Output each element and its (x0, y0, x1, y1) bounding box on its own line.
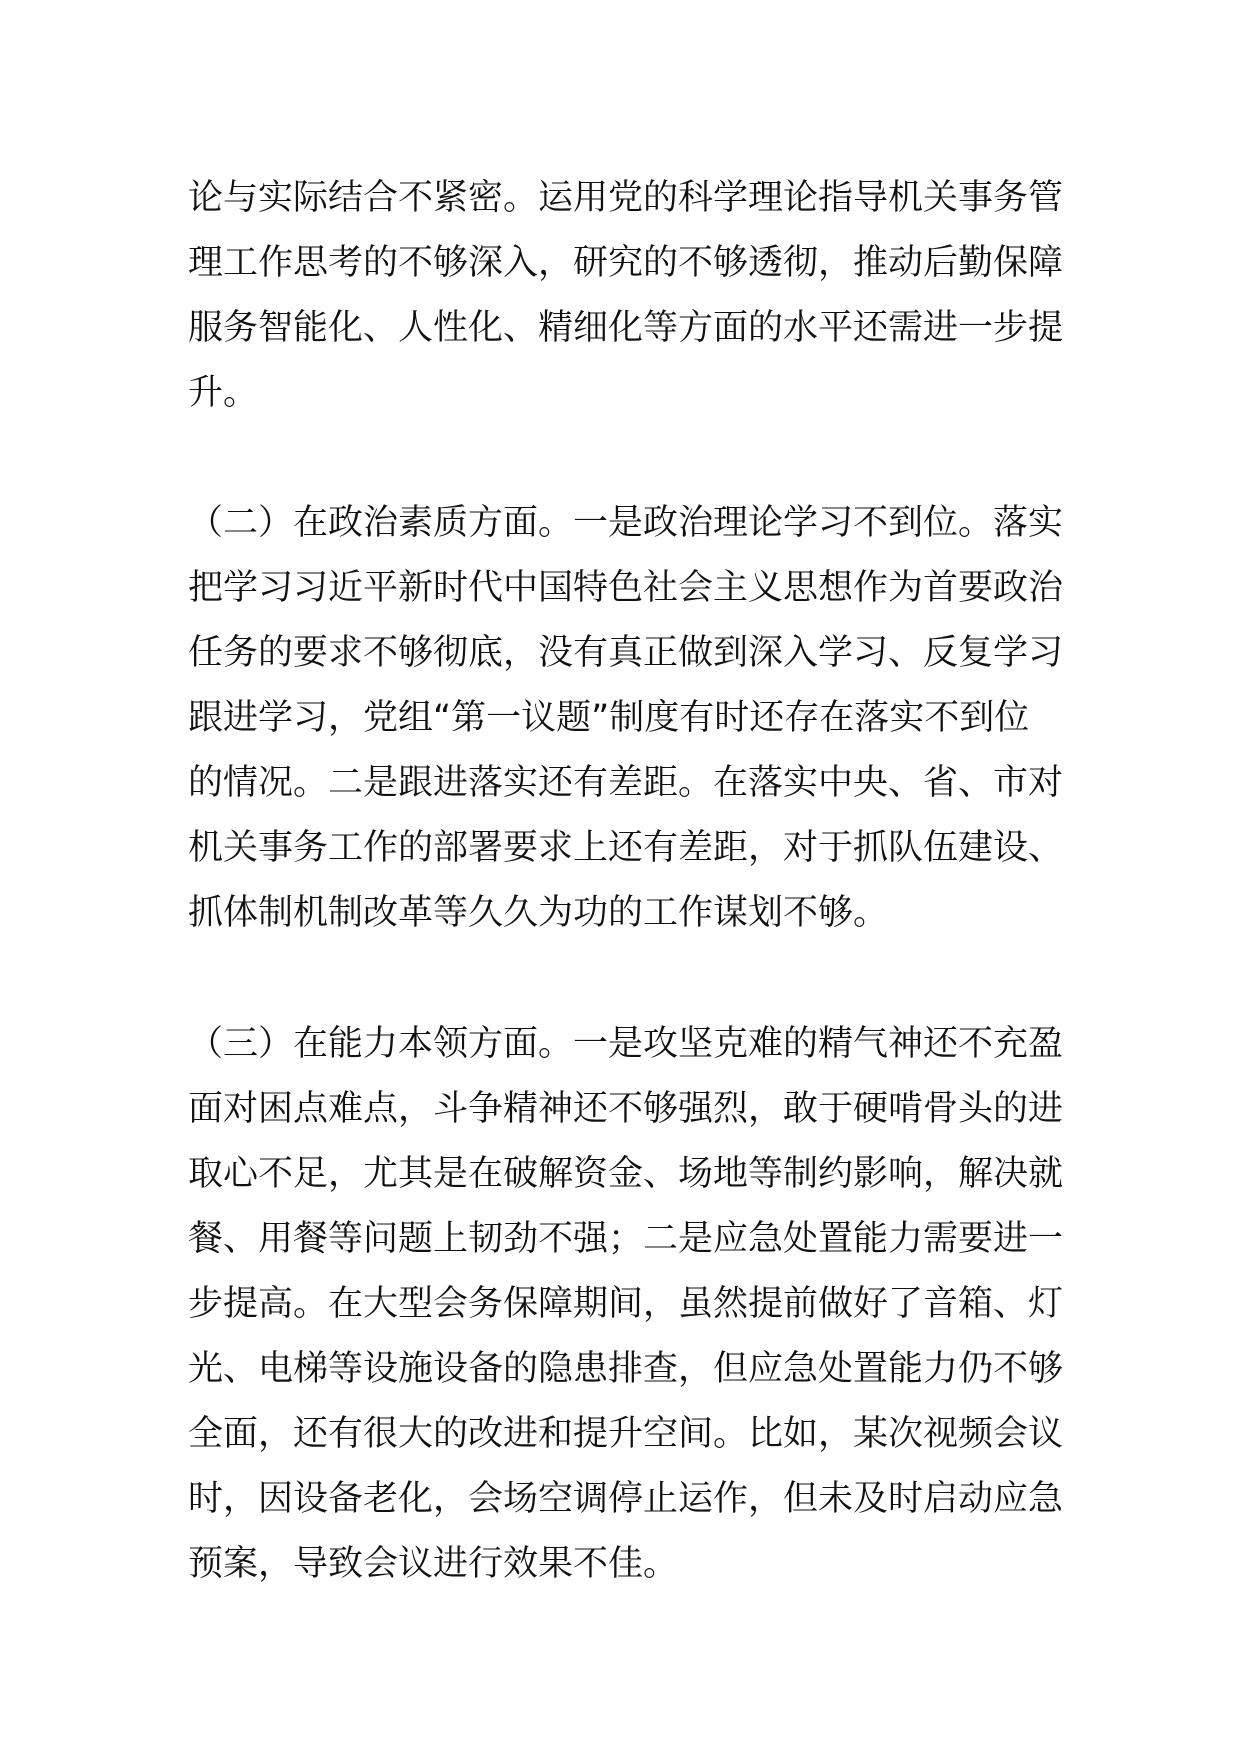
paragraph-line: 跟进学习，党组“第一议题”制度有时还存在落实不到位 (188, 698, 1030, 738)
paragraph-line: 论与实际结合不紧密。运用党的科学理论指导机关事务管 (188, 178, 1064, 218)
paragraph-line: 抓体制机制改革等久久为功的工作谋划不够。 (188, 893, 889, 933)
paragraph-line: 的情况。二是跟进落实还有差距。在落实中央、省、市对 (188, 763, 1064, 803)
paragraph-line: 步提高。在大型会务保障期间，虽然提前做好了音箱、灯 (188, 1284, 1064, 1324)
paragraph-line: 时，因设备老化，会场空调停止运作，但未及时启动应急 (188, 1479, 1064, 1519)
paragraph-capability (188, 1012, 1064, 1597)
paragraph-line: 全面，还有很大的改进和提升空间。比如，某次视频会议 (188, 1414, 1064, 1454)
paragraph-line: 餐、用餐等问题上韧劲不强；二是应急处置能力需要进一 (188, 1219, 1064, 1259)
paragraph-political-quality (188, 491, 1064, 946)
paragraph-line: 把学习习近平新时代中国特色社会主义思想作为首要政治 (188, 568, 1064, 608)
paragraph-line: （二）在政治素质方面。一是政治理论学习不到位。落实 (188, 503, 1064, 543)
paragraph-line: 机关事务工作的部署要求上还有差距，对于抓队伍建设、 (188, 828, 1064, 868)
paragraph-theory-practice (188, 166, 1064, 426)
paragraph-line: 理工作思考的不够深入，研究的不够透彻，推动后勤保障 (188, 243, 1064, 283)
paragraph-line: 服务智能化、人性化、精细化等方面的水平还需进一步提 (188, 308, 1064, 348)
paragraph-line: 任务的要求不够彻底，没有真正做到深入学习、反复学习 (188, 633, 1064, 673)
paragraph-line: （三）在能力本领方面。一是攻坚克难的精气神还不充盈 (188, 1024, 1064, 1064)
paragraph-line: 升。 (188, 373, 259, 413)
paragraph-line: 预案，导致会议进行效果不佳。 (188, 1544, 679, 1584)
paragraph-line: 取心不足，尤其是在破解资金、场地等制约影响，解决就 (188, 1154, 1064, 1194)
paragraph-line: 光、电梯等设施设备的隐患排查，但应急处置能力仍不够 (188, 1349, 1064, 1389)
paragraph-line: 面对困点难点，斗争精神还不够强烈，敢于硬啃骨头的进 (188, 1089, 1064, 1129)
